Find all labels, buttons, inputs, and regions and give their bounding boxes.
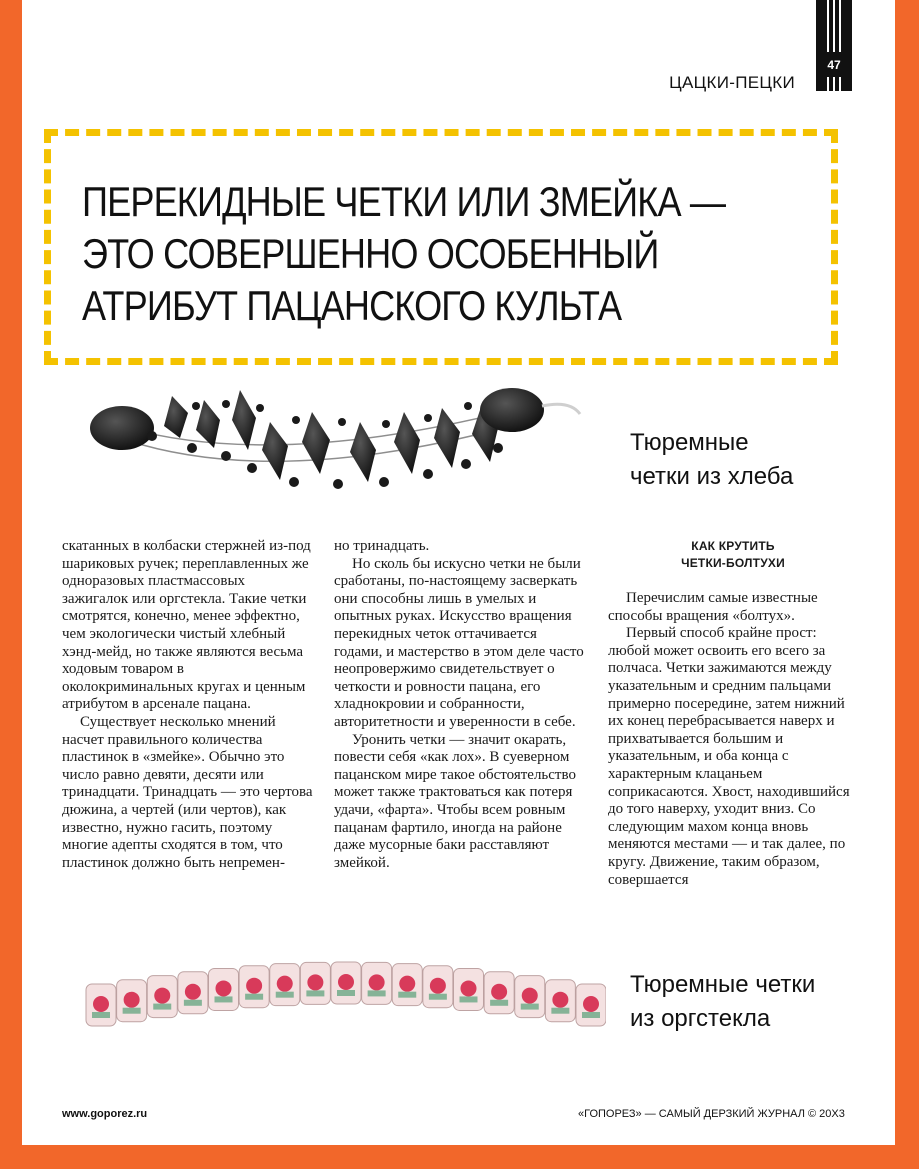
rose-inlay bbox=[185, 984, 201, 1000]
leaf-inlay bbox=[429, 994, 447, 1000]
rose-inlay bbox=[461, 980, 477, 996]
rose-inlay bbox=[552, 992, 568, 1008]
leaf-inlay bbox=[521, 1004, 539, 1010]
headline-line: ПЕРЕКИДНЫЕ ЧЕТКИ ИЛИ ЗМЕЙКА — bbox=[82, 178, 726, 225]
text-column-3 bbox=[608, 538, 858, 889]
leaf-inlay bbox=[398, 992, 416, 998]
rose-inlay bbox=[369, 974, 385, 990]
rose-inlay bbox=[154, 988, 170, 1004]
headline-line: ЭТО СОВЕРШЕННО ОСОБЕННЫЙ bbox=[82, 230, 659, 277]
rose-inlay bbox=[399, 976, 415, 992]
caption-glass bbox=[630, 968, 815, 1036]
headline bbox=[82, 176, 839, 332]
rose-inlay bbox=[338, 974, 354, 990]
leaf-inlay bbox=[245, 994, 263, 1000]
text-column-1 bbox=[62, 538, 314, 872]
leaf-inlay bbox=[92, 1012, 110, 1018]
column-heading-line: ЧЕТКИ-БОЛТУХИ bbox=[681, 556, 785, 570]
leaf-inlay bbox=[337, 990, 355, 996]
rose-inlay bbox=[430, 978, 446, 994]
caption-line: четки из хлеба bbox=[630, 463, 794, 490]
leaf-inlay bbox=[368, 990, 386, 996]
column-heading-line: КАК КРУТИТЬ bbox=[691, 539, 775, 553]
caption-line: из оргстекла bbox=[630, 1005, 771, 1032]
leaf-inlay bbox=[276, 992, 294, 998]
rose-inlay bbox=[246, 978, 262, 994]
paragraph: Перечислим самые известные способы вращения «болтух». bbox=[608, 590, 818, 624]
caption-line: Тюремные четки bbox=[630, 971, 816, 998]
rose-inlay bbox=[216, 980, 232, 996]
leaf-inlay bbox=[184, 1000, 202, 1006]
paragraph: Существует несколько мнений насчет правильного количества пластинок в «змейке». Обычно это число равно девяти, десяти или тринадцати. Тринадцать — это чертова дюжина, а чертей (или чертов), как известно, нужно гасить, поэтому многие адепты сходятся в том, что пластинок должно быть непремен- bbox=[62, 713, 313, 871]
caption-bread bbox=[630, 426, 793, 494]
leaf-inlay bbox=[551, 1008, 569, 1014]
leaf-inlay bbox=[153, 1004, 171, 1010]
paragraph: Но сколь бы искусно четки не были сработаны, по-настоящему засверкать они способны лишь в умелых и опытных руках. Искусство вращения перекидных четок оттачивается годами, и мастерство в этом деле часто неопровержимо свидетельствует о четкости и ровности пацана, его хладнокровии и собранности, авторитетности и уверенности в себе. bbox=[334, 555, 584, 730]
rose-inlay bbox=[522, 988, 538, 1004]
leaf-inlay bbox=[123, 1008, 141, 1014]
rose-inlay bbox=[93, 996, 109, 1012]
leaf-inlay bbox=[490, 1000, 508, 1006]
rose-inlay bbox=[583, 996, 599, 1012]
rose-inlay bbox=[491, 984, 507, 1000]
column-heading bbox=[608, 538, 858, 572]
page-number: 47 bbox=[827, 58, 841, 72]
section-title: ЦАЦКИ-ПЕЦКИ bbox=[669, 73, 795, 92]
bread-rosary-image bbox=[80, 378, 610, 508]
leaf-inlay bbox=[582, 1012, 600, 1018]
caption-line: Тюремные bbox=[630, 429, 749, 456]
footer-magazine: «ГОПОРЕЗ» — САМЫЙ ДЕРЗКИЙ ЖУРНАЛ © 20Х3 bbox=[578, 1108, 845, 1120]
leaf-inlay bbox=[215, 996, 233, 1002]
text-column-2 bbox=[334, 538, 588, 872]
footer-site: www.goporez.ru bbox=[62, 1108, 148, 1120]
paragraph: скатанных в колбаски стержней из-под шариковых ручек; переплавленных же одноразовых пластмассовых зажигалок или оргстекла. Такие четки смотрятся, конечно, менее эффектно, чем экологически чистый хлебный хэнд-мейд, но также являются весьма ходовым товаром в околокриминальных кругах и ценным атрибутом в арсенале пацана. bbox=[62, 538, 311, 713]
headline-line: АТРИБУТ ПАЦАНСКОГО КУЛЬТА bbox=[82, 282, 622, 329]
leaf-inlay bbox=[306, 990, 324, 996]
rose-inlay bbox=[124, 992, 140, 1008]
page-tab bbox=[816, 0, 852, 91]
rose-inlay bbox=[277, 976, 293, 992]
paragraph: но тринадцать. bbox=[334, 538, 430, 554]
paragraph: Уронить четки — значит окарать, повести себя «как лох». В суеверном пацанском мире такое обстоятельство может также трактоваться как потеря удачи, «фарта». Чтобы всем ровным пацанам фартило, иногда на районе даже мусорные баки расставляют змейкой. bbox=[334, 731, 576, 871]
paragraph: Первый способ крайне прост: любой может освоить его всего за полчаса. Четки зажимаются между указательным и средним пальцами примерно посередине, затем нижний их конец перебрасывается наверх и прихватывается большим и указательным, и оба конца с характерным клацаньем соприкасаются. Хвост, находившийся до того наверху, уходит вниз. Со следующим махом конца вновь меняются местами — и так далее, по кругу. Движение, таким образом, совершается bbox=[608, 625, 850, 888]
glass-rosary-image bbox=[76, 952, 606, 1047]
rose-inlay bbox=[307, 974, 323, 990]
leaf-inlay bbox=[460, 996, 478, 1002]
